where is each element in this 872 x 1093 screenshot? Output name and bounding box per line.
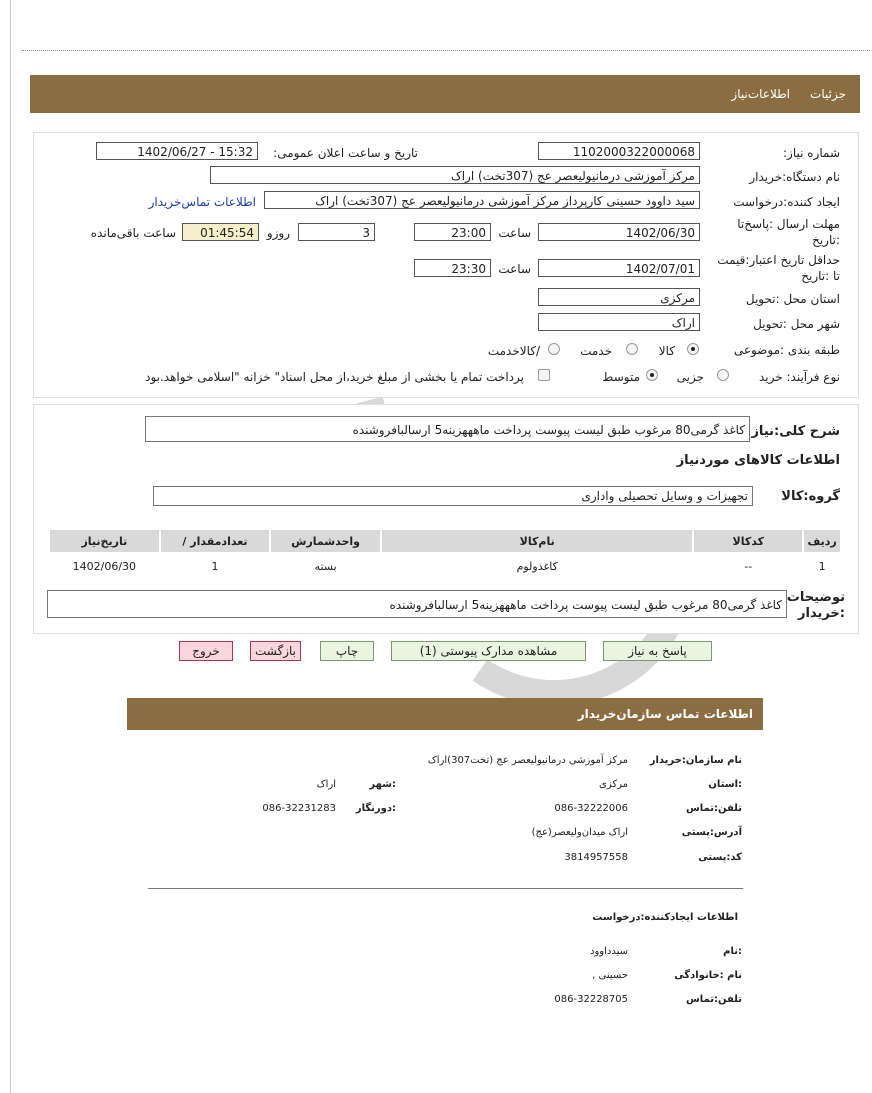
org-label: نام سازمان:خریدار xyxy=(649,755,742,766)
days-field: 3 xyxy=(298,223,375,241)
category-goods-label: کالا xyxy=(658,344,675,358)
deadline-time-label: ساعت xyxy=(498,226,531,240)
goods-group-field: تجهیزات و وسایل تحصیلی واداری xyxy=(153,486,753,506)
category-goods-service-radio[interactable] xyxy=(548,343,560,355)
cell-row: 1 xyxy=(803,553,841,578)
phone-label: تلفن:تماس xyxy=(685,803,742,814)
goods-table xyxy=(48,528,842,578)
print-button[interactable]: چاپ xyxy=(320,641,374,661)
need-number-field: 1102000322000068 xyxy=(538,142,700,160)
description-field: کاغذ گرمی80 مرغوب طبق لیست پیوست پرداخت ماهههزینه5 ارسالبافروشنده xyxy=(145,416,750,442)
category-goods-service-label: /کالاخدمت xyxy=(487,344,540,358)
remaining-time-field: 01:45:54 xyxy=(182,223,259,241)
validity-time-label: ساعت xyxy=(498,262,531,276)
province-field: مرکزی xyxy=(538,288,700,306)
validity-date-field: 1402/07/01 xyxy=(538,259,700,277)
process-partial-radio[interactable] xyxy=(717,369,729,381)
family-value: حسینی , xyxy=(592,970,628,981)
buyer-notes-label-2: :خریدار xyxy=(798,606,845,621)
description-label: شرح کلی:نیاز xyxy=(751,424,840,439)
category-label: طبقه بندی :موضوعی xyxy=(733,343,840,357)
col-row: ردیف xyxy=(803,529,841,553)
attachments-button[interactable]: مشاهده مدارک پیوستی (1) xyxy=(391,641,586,661)
org-value: مرکز آموزشی درمانیولیعصر عج (تخت307)اراک xyxy=(427,755,628,766)
address-label: آدرس:پستی xyxy=(681,827,742,838)
city-field: اراک xyxy=(538,313,700,331)
name-label: :نام xyxy=(723,946,742,957)
cell-need-date: 1402/06/30 xyxy=(49,553,160,578)
reply-button[interactable]: پاسخ به نیاز xyxy=(603,641,712,661)
process-partial-label: جزیی xyxy=(676,370,704,384)
treasury-checkbox[interactable] xyxy=(538,369,550,381)
validity-label-date: تا :تاریخ xyxy=(801,269,840,283)
col-unit: واحدشمارش xyxy=(270,529,381,553)
fax-label: :دورنگار xyxy=(355,803,396,814)
process-label: نوع فرآیند: خرید xyxy=(759,370,840,384)
remaining-label: ساعت باقی‌مانده xyxy=(90,226,176,240)
contact-city-value: اراک xyxy=(316,779,336,790)
contact-section-header xyxy=(127,698,763,730)
creator-label: ایجاد کننده:درخواست xyxy=(733,195,840,209)
cell-quantity: 1 xyxy=(160,553,271,578)
validity-label: حداقل تاریخ اعتبار:قیمت xyxy=(717,253,840,267)
announce-field: 1402/06/27 - 15:32 xyxy=(96,142,258,160)
creator-phone-label: تلفن:تماس xyxy=(685,994,742,1005)
exit-button[interactable]: خروج xyxy=(179,641,233,661)
phone-value: 086-32222006 xyxy=(554,803,628,814)
buyer-notes-field: کاغذ گرمی80 مرغوب طبق لیست پیوست پرداخت ماهههزینه5 ارسالبافروشنده xyxy=(47,590,787,618)
cell-goods-code: -- xyxy=(693,553,803,578)
goods-group-label: گروه:کالا xyxy=(781,489,840,504)
city-label: شهر محل :تحویل xyxy=(753,317,840,331)
contact-province-label: :استان xyxy=(708,779,742,790)
col-goods-code: کدکالا xyxy=(693,529,803,553)
category-service-label: خدمت xyxy=(580,344,612,358)
process-medium-radio[interactable] xyxy=(646,369,658,381)
contact-city-label: :شهر xyxy=(369,779,396,790)
deadline-time-field: 23:00 xyxy=(414,223,491,241)
creator-info-title: اطلاعات ایجادکننده:درخواست xyxy=(592,912,738,923)
table-row xyxy=(49,553,841,578)
postal-value: 3814957558 xyxy=(564,852,628,863)
deadline-label: مهلت ارسال :پاسخ‌تا xyxy=(737,217,840,231)
tab-details[interactable]: جزئیات xyxy=(810,87,846,101)
announce-label: تاریخ و ساعت اعلان عمومی: xyxy=(273,146,418,160)
tab-need-info[interactable]: اطلاعات‌نیاز xyxy=(731,87,790,101)
treasury-note: پرداخت تمام یا بخشی از مبلغ خرید،از محل اسناد" خزانه "اسلامی خواهد.بود xyxy=(145,370,524,384)
cell-goods-name: کاغذولوم xyxy=(381,553,693,578)
creator-phone-value: 086-32228705 xyxy=(554,994,628,1005)
col-need-date: تاریخ‌نیاز xyxy=(49,529,160,553)
contact-section-title: اطلاعات تماس سازمان‌خریدار xyxy=(577,707,753,721)
col-quantity: / تعدادمقدار xyxy=(160,529,271,553)
category-service-radio[interactable] xyxy=(626,343,638,355)
table-header-row xyxy=(49,529,841,553)
top-divider xyxy=(22,50,870,51)
days-label: روزو xyxy=(266,226,290,240)
postal-label: کد:پستی xyxy=(698,852,742,863)
buyer-notes-label: توضیحات xyxy=(786,590,845,605)
fax-value: 086-32231283 xyxy=(262,803,336,814)
family-label: نام :خانوادگی xyxy=(674,970,742,981)
col-goods-name: نام‌کالا xyxy=(381,529,693,553)
deadline-date-field: 1402/06/30 xyxy=(538,223,700,241)
name-value: سیدداوود xyxy=(590,946,628,957)
province-label: استان محل :تحویل xyxy=(745,292,840,306)
left-edge-line xyxy=(10,0,11,1093)
validity-time-field: 23:30 xyxy=(414,259,491,277)
creator-field: سید داوود حسینی کارپرداز مرکز آموزشی درمانیولیعصر عج (307تخت) اراک xyxy=(264,191,700,209)
buyer-field: مرکز آموزشی درمانیولیعصر عج (307تخت) اراک xyxy=(210,166,700,184)
contact-province-value: مرکزی xyxy=(599,779,628,790)
goods-info-title: اطلاعات کالاهای موردنیاز xyxy=(676,453,840,468)
address-value: اراک میدان‌ولیعصر(عج) xyxy=(531,827,628,838)
buyer-contact-link[interactable]: اطلاعات تماس‌خریدار xyxy=(148,195,256,209)
header-bar xyxy=(30,75,860,113)
process-medium-label: متوسط xyxy=(602,370,640,384)
need-number-label: شماره نیاز: xyxy=(783,146,840,160)
contact-divider xyxy=(148,888,743,889)
category-goods-radio[interactable] xyxy=(687,343,699,355)
cell-unit: بسته xyxy=(270,553,381,578)
buyer-label: نام دستگاه:خریدار xyxy=(749,170,840,184)
deadline-label-date: :تاریخ xyxy=(812,233,840,247)
back-button[interactable]: بازگشت xyxy=(250,641,301,661)
